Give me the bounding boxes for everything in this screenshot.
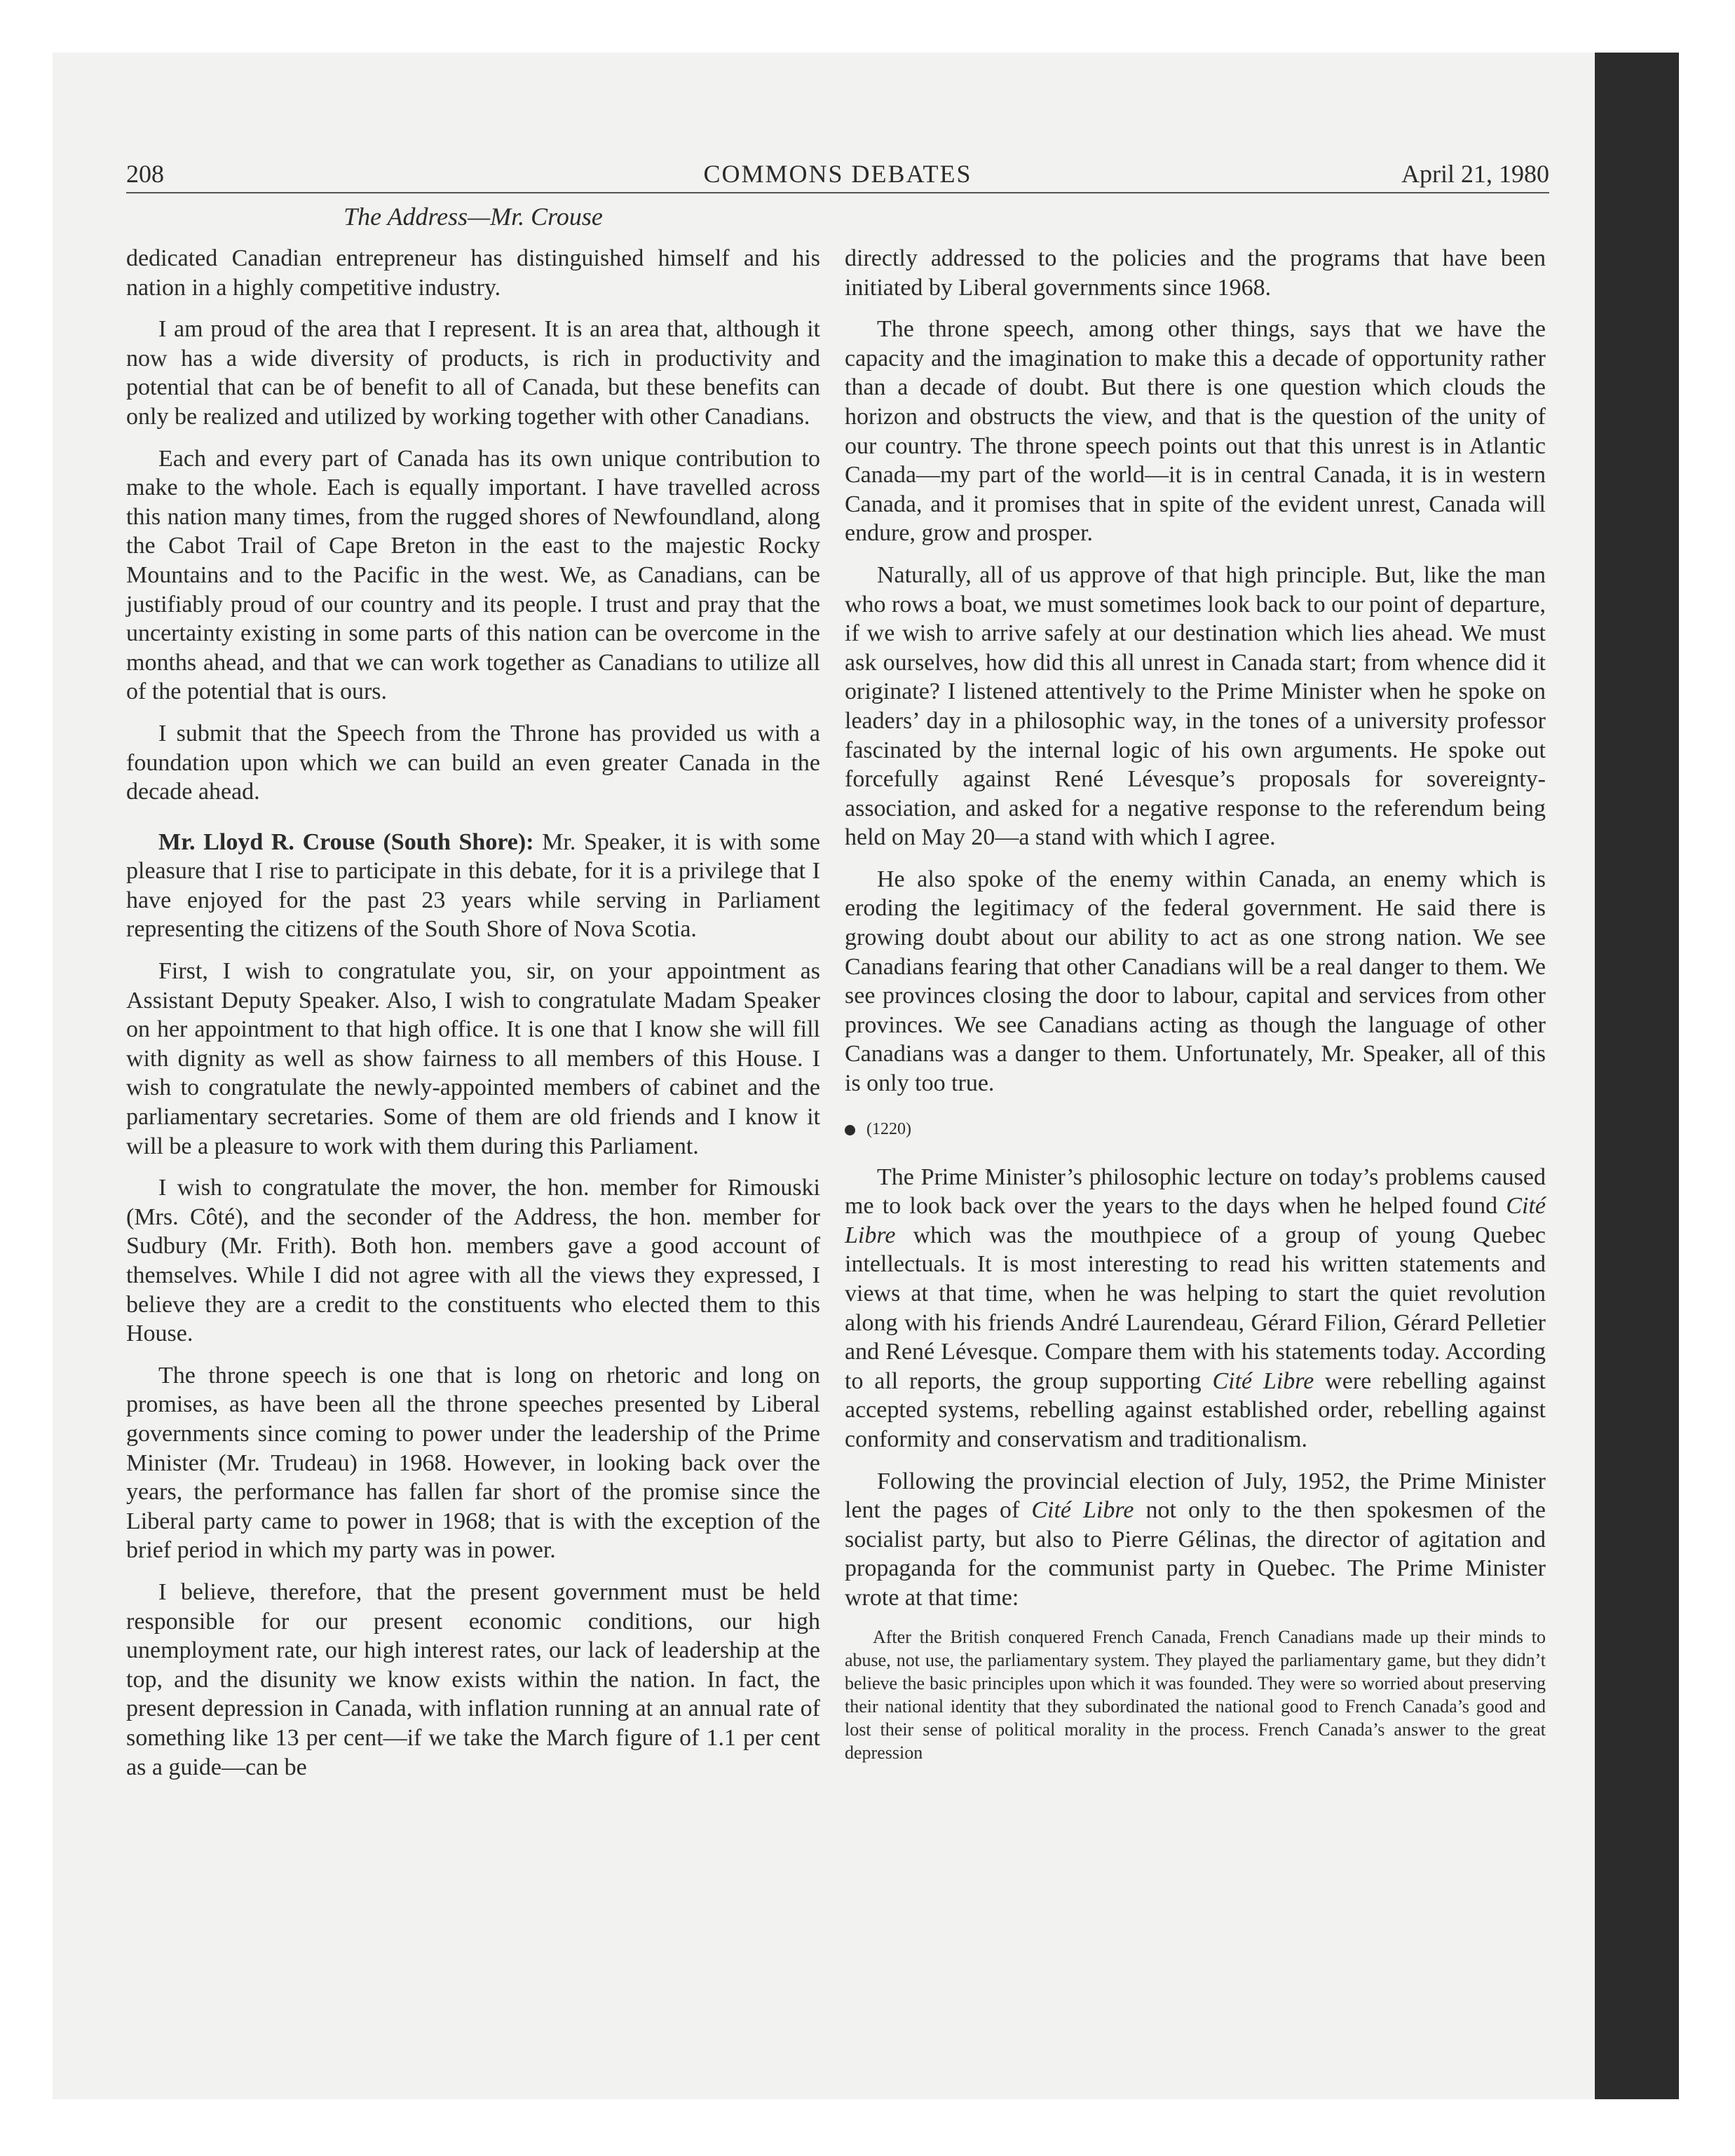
publication-title: Cité Libre — [1031, 1497, 1134, 1524]
paragraph — [845, 1467, 1546, 1613]
scan-edge-bar — [1595, 53, 1679, 2099]
paragraph — [845, 1163, 1546, 1454]
paragraph: I submit that the Speech from the Throne has provided us with a foundation upon which we can build an even greater Canada in the decade ahead. — [126, 720, 820, 805]
paragraph: The throne speech, among other things, says that we have the capacity and the imagination to make this a decade of opportunity rather than a decade of doubt. But there is one question which clouds the horizon and obstructs the view, and that is the question of the unity of our country. The throne speech points out that this unrest is in Atlantic Canada—my part of the world—it is in central Canada, it is in western Canada, and it promises that in spite of the evident unrest, Canada will endure, grow and prosper. — [845, 316, 1546, 547]
paragraph: I am proud of the area that I represent. It is an area that, although it now has a wide diversity of products, is rich in productivity and potential that can be of benefit to all of Canada, but these benefits can only be realized and utilized by working together with other Canadians. — [126, 316, 820, 430]
block-quote: After the British conquered French Canada, French Canadians made up their minds to abuse, not use, the parliamentary system. They played the parliamentary game, but they didn’t believe the basic principles upon which it was founded. They were so worried about preserving their national identity that they subordinated the national good to French Canada’s good and lost their sense of political morality in the process. French Canada’s answer to the great depression — [845, 1626, 1546, 1763]
paragraph: directly addressed to the policies and the programs that have been initiated by Liberal governments since 1968. — [845, 245, 1546, 301]
paragraph: First, I wish to congratulate you, sir, on your appointment as Assistant Deputy Speaker. Also, I wish to congratulate Madam Speaker on her appointment to that high office. It is one that I know she will fill with dignity as well as show fairness to all members of this House. I wish to congratulate the newly-appointed members of cabinet and the parliamentary secretaries. Some of them are old friends and I know it will be a pleasure to work with them during this Parliament. — [126, 958, 820, 1159]
page-number: 208 — [126, 160, 164, 188]
time-marker — [845, 1115, 1546, 1143]
publication-title: Cité Libre — [845, 1193, 1546, 1248]
paragraph: dedicated Canadian entrepreneur has distinguished himself and his nation in a highly competitive industry. — [126, 245, 820, 301]
bullet-icon — [845, 1125, 855, 1135]
paragraph: The throne speech is one that is long on rhetoric and long on promises, as have been all the throne speeches presented by Liberal governments since coming to power under the leadership of the Prime Minister (Mr. Trudeau) in 1968. However, in looking back over the years, the performance has fallen far short of the promise since the Liberal party came to power in 1968; that is with the exception of the brief period in which my party was in power. — [126, 1362, 820, 1564]
text-run: The Prime Minister’s philosophic lecture on today’s problems caused me to look back over the years to the days when he helped found — [845, 1164, 1546, 1220]
running-header — [126, 156, 1549, 193]
time-marker-text: (1220) — [866, 1119, 911, 1138]
speech-paragraph — [126, 828, 820, 944]
text-run: were rebelling against accepted systems, rebelling against established order, rebelling against conformity and conservatism and traditionalism. — [845, 1367, 1546, 1452]
right-column — [845, 244, 1546, 1777]
paragraph: Each and every part of Canada has its own unique contribution to make to the whole. Each is equally important. I have travelled across this nation many times, from the rugged shores of Newfoundland, along the Cabot Trail of Cape Breton in the east to the majestic Rocky Mountains and to the Pacific in the west. We, as Canadians, can be justifiably proud of our country and its people. I trust and pray that the uncertainty existing in some parts of this nation can be overcome in the months ahead, and that we can work together as Canadians to utilize all of the potential that is ours. — [126, 445, 820, 705]
paragraph: He also spoke of the enemy within Canada, an enemy which is eroding the legitimacy of the federal government. He said there is growing doubt about our ability to act as one strong nation. We see Canadians fearing that other Canadians will be a real danger to them. We see provinces closing the door to labour, capital and services from other provinces. We see Canadians acting as though the language of other Canadians was a danger to them. Unfortunately, Mr. Speaker, all of this is only too true. — [845, 866, 1546, 1097]
page-date: April 21, 1980 — [1401, 160, 1549, 188]
paragraph: Naturally, all of us approve of that high principle. But, like the man who rows a boat, we must sometimes look back to our point of departure, if we wish to arrive safely at our destination which lies ahead. We must ask ourselves, how did this all unrest in Canada start; from whence did it originate? I listened attentively to the Prime Minister when he spoke on leaders’ day in a philosophic way, in the tones of a university professor fascinated by the internal logic of his own arguments. He spoke out forcefully against René Lévesque’s proposals for sovereignty-association, and asked for a negative response to the referendum being held on May 20—a stand with which I agree. — [845, 561, 1546, 851]
text-run: not only to the then spokesmen of the socialist party, but also to Pierre Gélinas, the director of agitation and propaganda for the communist party in Quebec. The Prime Minister wrote at that time: — [845, 1497, 1546, 1611]
journal-title: COMMONS DEBATES — [703, 160, 972, 188]
text-run: which was the mouthpiece of a group of young Quebec intellectuals. It is most interesting to read his written statements and views at that time, when he was helping to start the quiet revolution along with his friends André Laurendeau, Gérard Filion, Gérard Pelletier and René Lévesque. Compare them with his statements today. According to all reports, the group supporting — [845, 1222, 1546, 1394]
paragraph: I believe, therefore, that the present government must be held responsible for our present economic conditions, our high unemployment rate, our high interest rates, our lack of leadership at the top, and the disunity we know exists within the nation. In fact, the present depression in Canada, with inflation running at an annual rate of something like 13 per cent—if we take the March figure of 1.1 per cent as a guide—can be — [126, 1578, 820, 1780]
speech-text: Mr. Speaker, it is with some pleasure that I rise to participate in this debate, for it is a privilege that I have enjoyed for the past 23 years while serving in Parliament representing the citizens of the South Shore of Nova Scotia. — [126, 828, 820, 943]
paragraph: I wish to congratulate the mover, the hon. member for Rimouski (Mrs. Côté), and the seconder of the Address, the hon. member for Sudbury (Mr. Frith). Both hon. members gave a good account of themselves. While I did not agree with all the views they expressed, I believe they are a credit to the constituents who elected them to this House. — [126, 1175, 820, 1347]
publication-title: Cité Libre — [1212, 1367, 1314, 1394]
left-column — [126, 244, 820, 1794]
text-run: Following the provincial election of July, 1952, the Prime Minister lent the pages of — [845, 1468, 1546, 1524]
speaker-name: Mr. Lloyd R. Crouse (South Shore): — [158, 828, 534, 855]
section-subhead: The Address—Mr. Crouse — [343, 203, 603, 231]
